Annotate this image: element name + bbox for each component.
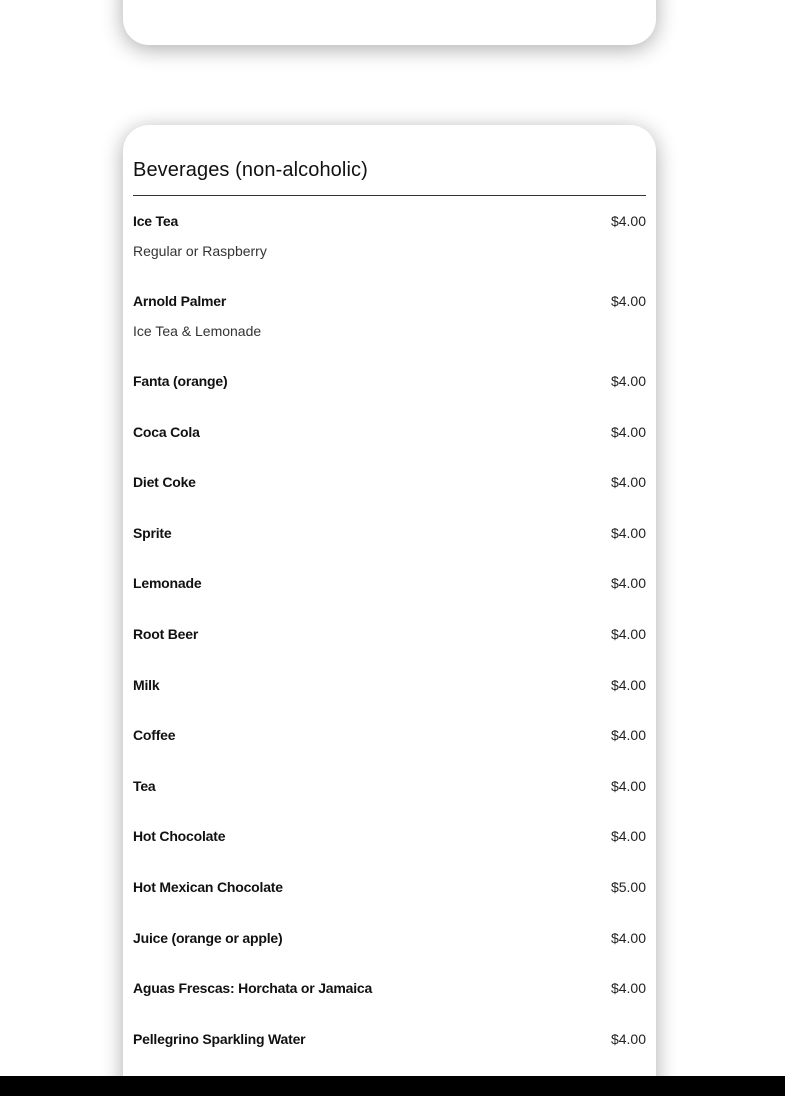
menu-item-name: Hot Mexican Chocolate: [133, 878, 283, 895]
menu-item-price: $5.00: [610, 878, 646, 895]
menu-item: [133, 968, 646, 1019]
menu-item-name: Hot Chocolate: [133, 828, 226, 845]
menu-item-price: $4.00: [610, 676, 646, 693]
menu-item-name: Juice (orange or apple): [133, 929, 283, 946]
menu-item: [133, 816, 646, 867]
menu-item-name: Lemonade: [133, 575, 202, 592]
menu-item-price: $4.00: [610, 293, 646, 309]
menu-item-price: $4.00: [610, 575, 646, 592]
section-title: Beverages (non-alcoholic): [133, 159, 368, 181]
menu-item: [133, 1019, 646, 1070]
menu-item-price: $4.00: [610, 1030, 646, 1047]
menu-item-name: Fanta (orange): [133, 373, 228, 389]
menu-item: [133, 867, 646, 918]
section-divider: [133, 195, 646, 196]
menu-item: [133, 715, 646, 766]
menu-item-name: Ice Tea: [133, 213, 179, 229]
menu-item-name: Tea: [133, 777, 156, 794]
menu-item: [133, 513, 646, 564]
menu-item-price: $4.00: [610, 828, 646, 845]
beverages-section-card: [123, 125, 656, 1096]
menu-item-price: $4.00: [610, 777, 646, 794]
menu-item: [133, 281, 646, 361]
menu-item-list: [133, 201, 646, 1069]
menu-item: [133, 665, 646, 716]
menu-item-price: $4.00: [610, 625, 646, 642]
menu-item-name: Coca Cola: [133, 423, 200, 440]
menu-item-description: Regular or Raspberry: [133, 243, 267, 259]
menu-item-name: Arnold Palmer: [133, 293, 227, 309]
menu-item: [133, 614, 646, 665]
menu-item-name: Aguas Frescas: Horchata or Jamaica: [133, 980, 373, 997]
menu-item: [133, 918, 646, 969]
menu-item: [133, 462, 646, 513]
menu-item-name: Root Beer: [133, 625, 199, 642]
menu-item-description: Ice Tea & Lemonade: [133, 323, 262, 339]
menu-item-name: Milk: [133, 676, 160, 693]
menu-item: [133, 766, 646, 817]
menu-item: [133, 563, 646, 614]
menu-item-name: Coffee: [133, 727, 176, 744]
bottom-bar: [0, 1076, 785, 1096]
menu-item: [133, 201, 646, 281]
previous-section-card: [123, 0, 656, 45]
menu-item-name: Pellegrino Sparkling Water: [133, 1030, 306, 1047]
menu-item-price: $4.00: [610, 727, 646, 744]
menu-item-price: $4.00: [610, 929, 646, 946]
menu-item-price: $4.00: [610, 524, 646, 541]
menu-item-price: $4.00: [610, 980, 646, 997]
menu-item-name: Diet Coke: [133, 474, 196, 491]
menu-item-name: Sprite: [133, 524, 172, 541]
menu-item-price: $4.00: [610, 213, 646, 229]
menu-item-price: $4.00: [610, 373, 646, 389]
menu-item-price: $4.00: [610, 423, 646, 440]
menu-item-price: $4.00: [610, 474, 646, 491]
menu-item: [133, 361, 646, 412]
menu-item: [133, 412, 646, 463]
